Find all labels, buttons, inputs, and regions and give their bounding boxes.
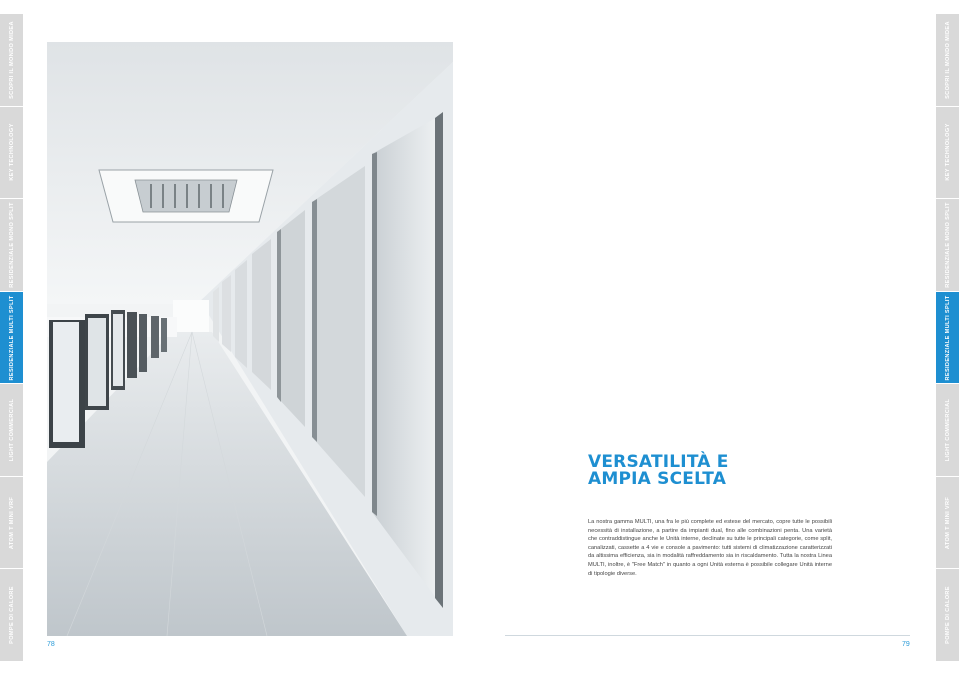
side-tabs-left	[0, 14, 23, 662]
side-tab-pompe-di-calore[interactable]: POMPE DI CALORE	[0, 569, 23, 662]
side-tab-atom-mini-vrf[interactable]: ATOM T MINI VRF	[0, 477, 23, 570]
side-tab-scopri[interactable]: SCOPRI IL MONDO MIDEA	[0, 14, 23, 107]
side-tabs-right	[936, 14, 959, 662]
side-tab-atom-mini-vrf[interactable]: ATOM T MINI VRF	[936, 477, 959, 570]
footer-rule	[505, 635, 910, 636]
side-tab-multi-split[interactable]: RESIDENZIALE MULTI SPLIT	[0, 292, 23, 385]
heading-line-1: VERSATILITÀ E	[588, 452, 729, 472]
side-tab-light-commercial[interactable]: LIGHT COMMERCIAL	[0, 384, 23, 477]
side-tab-multi-split[interactable]: RESIDENZIALE MULTI SPLIT	[936, 292, 959, 385]
side-tab-pompe-di-calore[interactable]: POMPE DI CALORE	[936, 569, 959, 662]
office-corridor-photo	[47, 42, 453, 636]
page-number-left: 78	[47, 641, 55, 648]
heading-line-2: AMPIA SCELTA	[588, 469, 727, 489]
side-tab-scopri[interactable]: SCOPRI IL MONDO MIDEA	[936, 14, 959, 107]
side-tab-light-commercial[interactable]: LIGHT COMMERCIAL	[936, 384, 959, 477]
side-tab-key-technology[interactable]: KEY TECHNOLOGY	[0, 107, 23, 200]
side-tab-mono-split[interactable]: RESIDENZIALE MONO SPLIT	[0, 199, 23, 292]
page-number-right: 79	[902, 641, 910, 648]
section-heading	[588, 454, 828, 488]
side-tab-key-technology[interactable]: KEY TECHNOLOGY	[936, 107, 959, 200]
side-tab-mono-split[interactable]: RESIDENZIALE MONO SPLIT	[936, 199, 959, 292]
body-paragraph: La nostra gamma MULTI, una fra le più complete ed estese del mercato, copre tutte le possibili necessità di installazione, a partire da impianti dual, fino alle combinazioni penta. Una varietà che contraddistingue anche le Unità interne, declinate su tutte le principali categorie, come split, canalizzati, cassette a 4 vie e console a pavimento: tutti sistemi di climatizzazione caratterizzati da altissima efficienza, sia in modalità raffreddamento sia in riscaldamento. Tutta la nostra Linea MULTI, inoltre, è "Free Match" in quanto a ogni Unità esterna è possibile collegare Unità interne di tipologie diverse.	[588, 519, 832, 577]
